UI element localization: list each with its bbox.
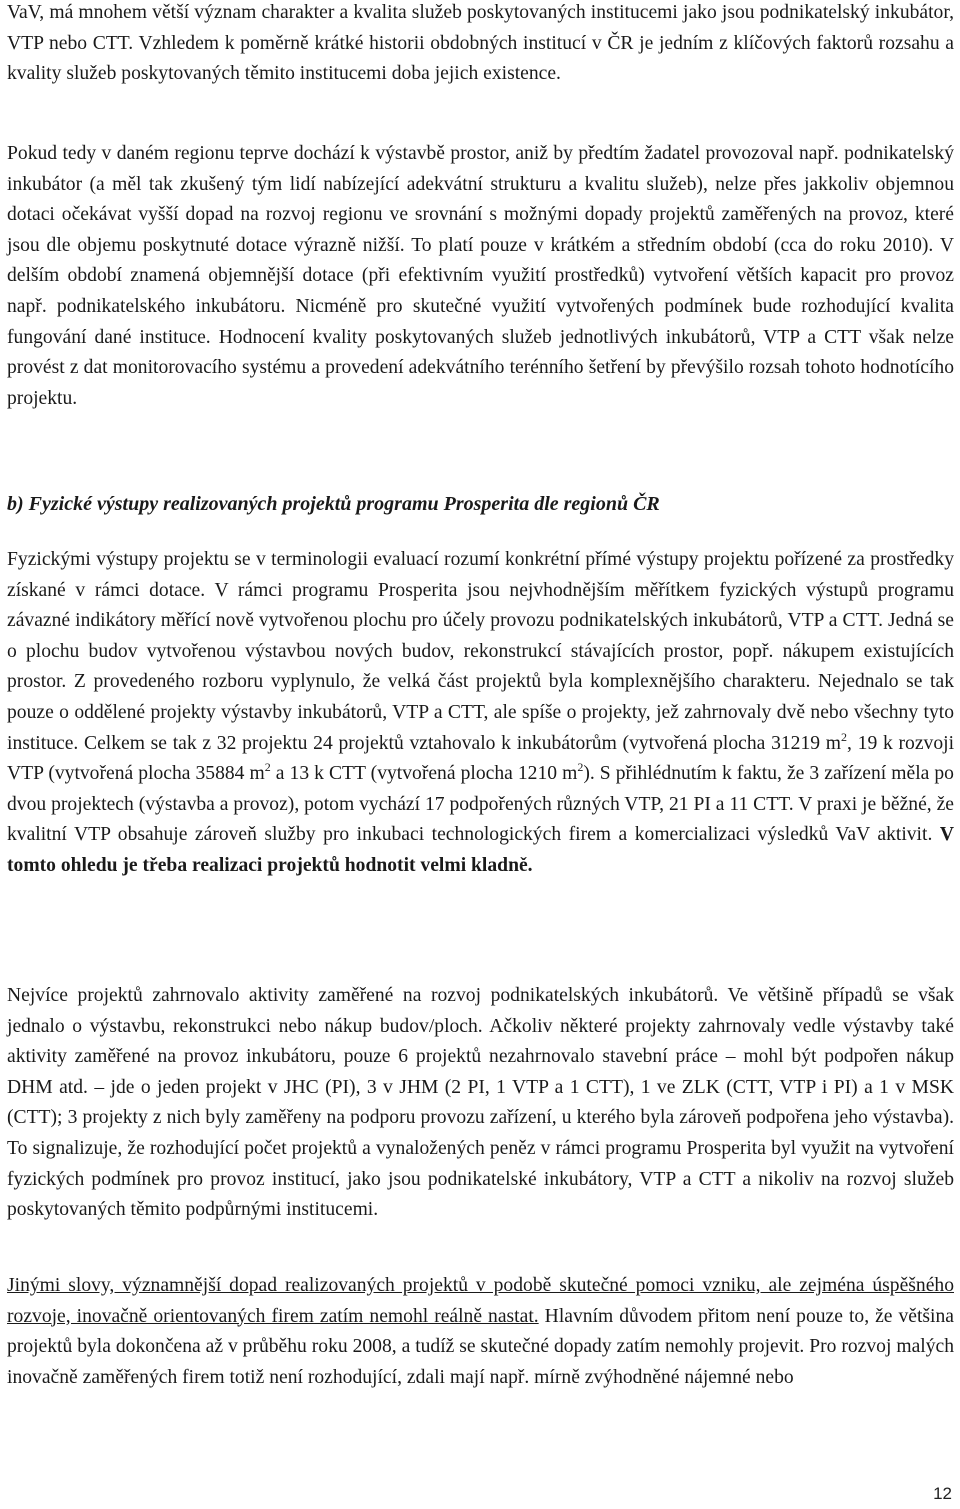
paragraph-5-underlined: Jinými slovy, významnější dopad realizovaných projektů v podobě skutečné pomoci vzniku, ale zejména úspěšného rozvoje, inovačně orientovaných firem zatím nemohl reálně nastat.: [7, 1275, 954, 1327]
paragraph-4: Nejvíce projektů zahrnovalo aktivity zaměřené na rozvoj podnikatelských inkubátorů. Ve většině případů se však jednalo o výstavbu, rekonstrukci nebo nákup budov/ploch. Ačkoliv některé projekty zahrnovaly vedle výstavby také aktivity zaměřené na provoz inkubátoru, pouze 6 projektů nezahrnovalo stavební práce – mohl být podpořen nákup DHM atd. – jde o jeden projekt v JHC (PI), 3 v JHM (2 PI, 1 VTP a 1 CTT), 1 ve ZLK (CTT, VTP i PI) a 1 v MSK (CTT); 3 projekty z nich byly zaměřeny na podporu provozu zařízení, u kterého byla zároveň podpořena jeho výstavba). To signalizuje, že rozhodující počet projektů a vynaložených peněz v rámci programu Prosperita byl využit na vytvoření fyzických podmínek pro provoz institucí, jako jsou podnikatelské inkubátory, VTP a CTT a nikoliv na rozvoj služeb poskytovaných těmito podpůrnými institucemi.: [7, 985, 954, 1221]
paragraph-1: VaV, má mnohem větší význam charakter a kvalita služeb poskytovaných institucemi jako jsou podnikatelský inkubátor, VTP nebo CTT. Vzhledem k poměrně krátké historii obdobných institucí v ČR je jedním z klíčových faktorů rozsahu a kvality služeb poskytovaných těmito institucemi doba jejich existence.: [7, 2, 954, 85]
superscript-3: 2: [577, 760, 584, 775]
paragraph-3: [7, 545, 954, 882]
paragraph-3-bold-conclusion: V tomto ohledu je třeba realizaci projektů hodnotit velmi kladně.: [7, 824, 954, 876]
paragraph-3-text-3: a 13 k CTT (vytvořená plocha 1210 m: [270, 763, 578, 785]
paragraph-2: Pokud tedy v daném regionu teprve dochází k výstavbě prostor, aniž by předtím žadatel provozoval např. podnikatelský inkubátor (a měl tak zkušený tým lidí nabízející adekvátní strukturu a kvalitu služeb), nelze přes jakkoliv objemnou dotaci očekávat vyšší dopad na rozvoj regionu ve srovnání s možnými dopady projektů zaměřených na provoz, které jsou dle objemu poskytnuté dotace výrazně nižší. To platí pouze v krátkém a středním období (cca do roku 2010). V delším období znamená objemnější dotace (při efektivním využití prostředků) vytvoření větších kapacit pro provoz např. podnikatelského inkubátoru. Nicméně pro skutečné využití vytvořených podmínek bude rozhodující kvalita fungování dané instituce. Hodnocení kvality poskytovaných služeb jednotlivých inkubátorů, VTP a CTT však nelze provést z dat monitorovacího systému a provedení adekvátního terénního šetření by převýšilo rozsah tohoto hodnotícího projektu.: [7, 143, 954, 409]
page-number: 12: [933, 1484, 952, 1503]
paragraph-3-text-4: ). S přihlédnutím k faktu, že 3 zařízení měla po dvou projektech (výstavba a provoz), potom vychází 17 podpořených různých VTP, 21 PI a 11 CTT. V praxi je běžné, že kvalitní VTP obsahuje zároveň služby pro inkubaci technologických firem a komercializaci výsledků VaV aktivit.: [7, 763, 954, 846]
superscript-2: 2: [264, 760, 271, 775]
paragraph-5: [7, 1271, 954, 1393]
superscript-1: 2: [841, 729, 848, 744]
paragraph-3-text-2: , 19 k rozvoji VTP (vytvořená plocha 35884 m: [7, 732, 955, 785]
paragraph-3-text-1: Fyzickými výstupy projektu se v terminologii evaluací rozumí konkrétní přímé výstupy projektu pořízené za prostředky získané v rámci dotace. V rámci programu Prosperita jsou nejvhodnějším měřítkem fyzických výstupů programu závazné indikátory měřící nově vytvořenou plochu pro účely provozu podnikatelských inkubátorů, VTP a CTT. Jedná se o plochu budov vytvořenou výstavbou nových budov, rekonstrukcí stávajících prostor, popř. nákupem existujících prostor. Z provedeného rozboru vyplynulo, že velká část projektů byla komplexnějšího charakteru. Nejednalo se tak pouze o oddělené projekty výstavby inkubátorů, VTP a CTT, ale spíše o projekty, jež zahrnovaly dvě nebo všechny tyto instituce. Celkem se tak z 32 projektu 24 projektů vztahovalo k inkubátorům (vytvořená plocha 31219 m: [7, 549, 954, 754]
section-heading: b) Fyzické výstupy realizovaných projektů programu Prosperita dle regionů ČR: [7, 493, 660, 515]
paragraph-5-text: Hlavním důvodem přitom není pouze to, že většina projektů byla dokončena až v průběhu roku 2008, a tudíž se skutečné dopady zatím nemohly projevit. Pro rozvoj malých inovačně zaměřených firem totiž není rozhodující, zdali mají např. mírně zvýhodněné nájemné nebo: [7, 1305, 954, 1388]
